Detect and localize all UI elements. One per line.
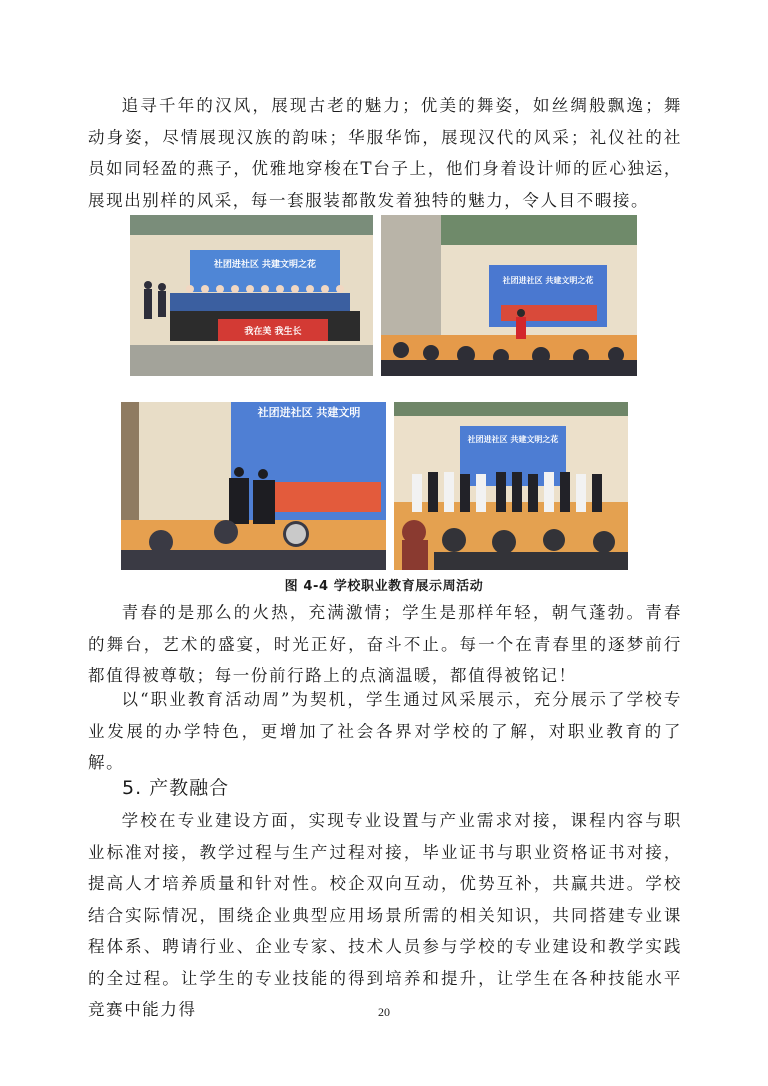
paragraph-industry-education-text: 学校在专业建设方面，实现专业设置与产业需求对接，课程内容与职业标准对接，教学过程与生产过程对接，毕业证书与职业资格证书对接，提高人才培养质量和针对性。校企双向互动，优势互补，共赢共进。学校结合实际情况，围绕企业典型应用场景所需的相关知识，共同搭建专业课程体系、聘请行业、企业专家、技术人员参与学校的专业建设和教学实践的全过程。让学生的专业技能的得到培养和提升，让学生在各种技能水平竞赛中能力得 (88, 811, 682, 1019)
paragraph-hanfu (88, 90, 682, 216)
photo-group-red-banner-text: 我在美 我生长 (244, 327, 302, 337)
page-number: 20 (378, 1005, 390, 1019)
photo-fashion-lineup-banner-text: 社团进社区 共建文明之花 (467, 435, 559, 444)
paragraph-youth-text: 青春的是那么的火热，充满激情；学生是那样年轻，朝气蓬勃。青春的舞台，艺术的盛宴，时光正好，奋斗不止。每一个在青春里的逐梦前行都值得被尊敬；每一份前行路上的点滴温暖，都值得被铭记！ (88, 603, 682, 685)
photo-group (130, 215, 373, 376)
figure-caption: 图 4-4 学校职业教育展示周活动 (284, 579, 484, 594)
paragraph-activity-week (88, 684, 682, 779)
paragraph-industry-education (88, 805, 682, 1026)
paragraph-hanfu-text: 追寻千年的汉风，展现古老的魅力；优美的舞姿，如丝绸般飘逸；舞动身姿，尽情展现汉族的韵味；华服华饰，展现汉代的风采；礼仪社的社员如同轻盈的燕子，优雅地穿梭在T台子上，他们身着设计师的匠心独运，展现出别样的风采，每一套服装都散发着独特的魅力，令人目不暇接。 (88, 96, 682, 210)
photo-group-banner-text: 社团进社区 共建文明之花 (213, 260, 317, 270)
photo-red-dancer (381, 215, 637, 376)
photo-red-dancer-banner-text: 社团进社区 共建文明之花 (502, 276, 594, 285)
photo-black-dancers-banner-text: 社团进社区 共建文明 (257, 406, 361, 419)
paragraph-activity-week-text: 以“职业教育活动周”为契机，学生通过风采展示，充分展示了学校专业发展的办学特色，更增加了社会各界对学校的了解，对职业教育的了解。 (88, 690, 682, 772)
paragraph-youth (88, 597, 682, 692)
section-heading: 5. 产教融合 (122, 777, 230, 799)
photo-black-dancers (121, 402, 386, 570)
photo-fashion-lineup (394, 402, 628, 570)
